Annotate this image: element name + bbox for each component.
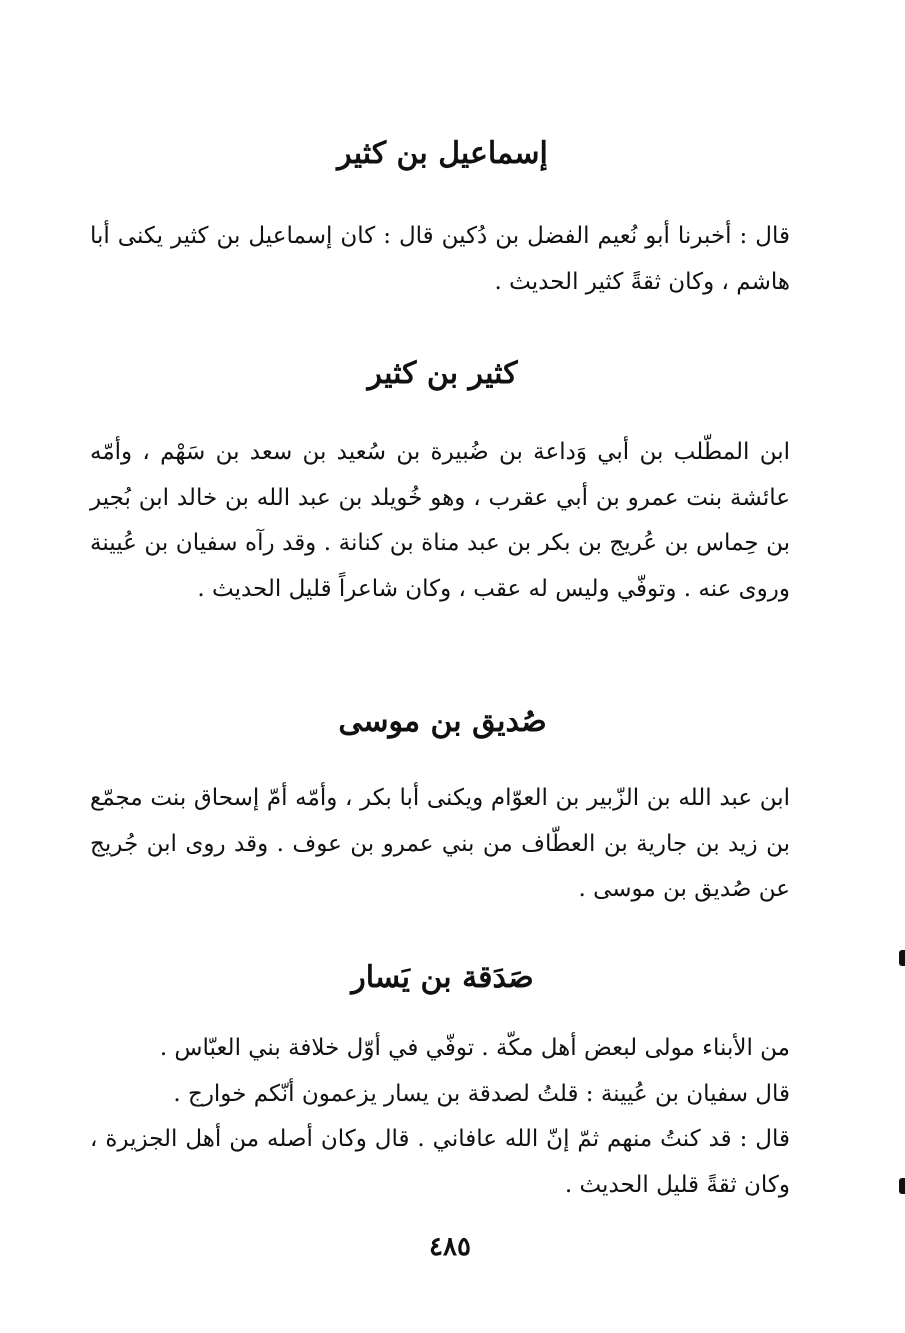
- section-title-ismail-ibn-kathir: إسماعيل بن كثير: [337, 136, 548, 171]
- section-body-ismail-ibn-kathir: [90, 214, 790, 305]
- paragraph: قال : قد كنتُ منهم ثمّ إنّ الله عافاني . قال وكان أصله من أهل الجزيرة ، وكان ثقةً قليل الحديث .: [90, 1126, 790, 1198]
- paragraph: قال سفيان بن عُيينة : قلتُ لصدقة بن يسار يزعمون أنّكم خوارج .: [173, 1080, 790, 1107]
- paragraph: من الأبناء مولى لبعض أهل مكّة . توفّي في أوّل خلافة بني العبّاس .: [159, 1035, 790, 1061]
- section-body-sudayq-ibn-musa: [90, 776, 790, 913]
- scan-edge-mark: [899, 950, 905, 966]
- paragraph: ابن المطّلب بن أبي وَداعة بن ضُبيرة بن سُعيد بن سعد بن سَهْم ، وأمّه عائشة بنت عمرو بن أبي عقرب ، وهو خُويلد بن عبد الله بن خالد ابن بُجير بن حِماس بن عُريج بن بكر بن عبد مناة بن كنانة . وقد رآه سفيان بن عُيينة وروى عنه . وتوفّي وليس له عقب ، وكان شاعراً قليل الحديث .: [90, 439, 790, 602]
- section-title-sudayq-ibn-musa: صُديق بن موسى: [338, 704, 547, 739]
- paragraph: قال : أخبرنا أبو نُعيم الفضل بن دُكين قال : كان إسماعيل بن كثير يكنى أبا هاشم ، وكان ثقةً كثير الحديث .: [90, 223, 790, 295]
- page-number: ٤٨٥: [429, 1232, 471, 1262]
- section-title-sadaqa-ibn-yasar: صَدَقة بن يَسار: [351, 960, 534, 995]
- section-title-kathir-ibn-kathir: كثير بن كثير: [367, 356, 518, 391]
- paragraph: ابن عبد الله بن الزّبير بن العوّام ويكنى أبا بكر ، وأمّه أمّ إسحاق بنت مجمّع بن زيد بن جارية بن العطّاف من بني عمرو بن عوف . وقد روى ابن جُريج عن صُديق بن موسى .: [90, 785, 790, 902]
- scan-edge-mark: [899, 1178, 905, 1194]
- section-body-kathir-ibn-kathir: [90, 430, 790, 612]
- section-body-sadaqa-ibn-yasar: [90, 1026, 790, 1208]
